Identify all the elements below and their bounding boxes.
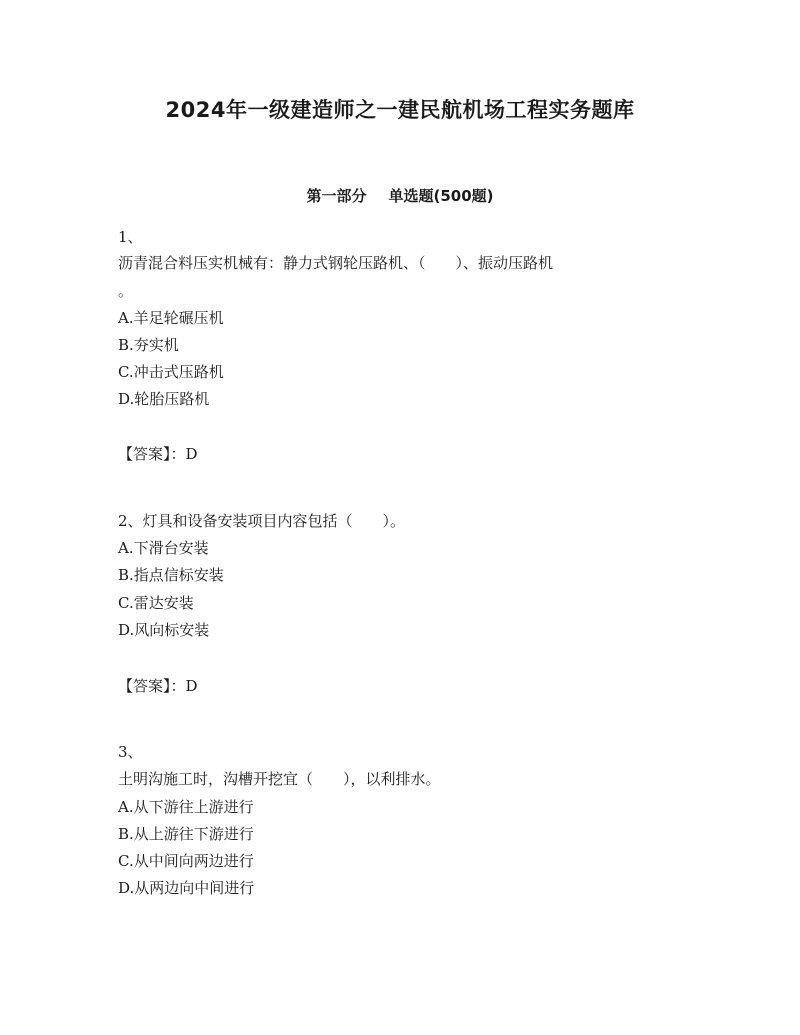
question-1-option-d: D.轮胎压路机 — [118, 390, 210, 408]
answer-value: D — [185, 677, 198, 695]
question-2-stem-text: 灯具和设备安装项目内容包括（ ）。 — [142, 512, 406, 530]
question-3-option-a: A.从下游往上游进行 — [118, 798, 254, 816]
question-3-option-b: B.从上游往下游进行 — [118, 825, 254, 843]
question-1-number: 1、 — [118, 228, 143, 246]
section-part: 第一部分 — [306, 187, 367, 205]
question-1-option-a: A.羊足轮碾压机 — [118, 309, 224, 327]
question-3-number: 3、 — [118, 743, 143, 761]
question-2-answer — [118, 676, 198, 696]
section-heading — [0, 185, 800, 206]
question-2-option-c: C.雷达安装 — [118, 594, 194, 612]
question-2-option-b: B.指点信标安装 — [118, 566, 224, 584]
answer-label: 【答案】： — [118, 677, 186, 695]
question-2-option-a: A.下滑台安装 — [118, 539, 209, 557]
answer-value: D — [185, 445, 198, 463]
question-1-stem: 沥青混合料压实机械有：静力式钢轮压路机、（ ）、振动压路机 — [118, 254, 554, 272]
document-title: 2024年一级建造师之一建民航机场工程实务题库 — [165, 98, 635, 122]
question-2-number: 2、 — [118, 512, 143, 530]
question-1-stem-continued: 。 — [118, 282, 134, 300]
question-3-option-d: D.从两边向中间进行 — [118, 879, 255, 897]
question-1-option-c: C.冲击式压路机 — [118, 363, 224, 381]
question-3-stem: 土明沟施工时，沟槽开挖宜（ ），以利排水。 — [118, 770, 441, 788]
question-1-option-b: B.夯实机 — [118, 336, 179, 354]
answer-label: 【答案】： — [118, 445, 186, 463]
question-1-answer — [118, 444, 198, 464]
question-2-option-d: D.风向标安装 — [118, 621, 210, 639]
section-name: 单选题(500题) — [388, 187, 494, 205]
question-3-option-c: C.从中间向两边进行 — [118, 852, 254, 870]
question-2-stem — [118, 511, 405, 531]
